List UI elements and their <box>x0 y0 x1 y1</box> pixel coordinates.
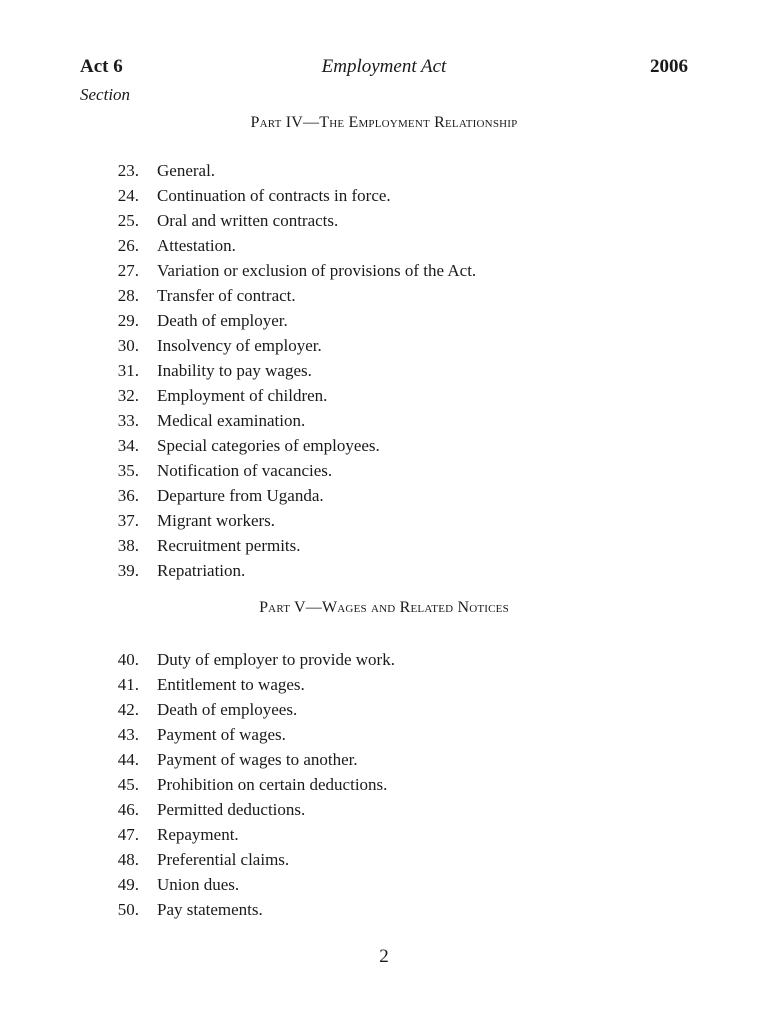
section-number: 24. <box>117 186 139 205</box>
section-entry <box>100 383 476 408</box>
section-title: Inability to pay wages. <box>157 361 312 380</box>
page-number: 2 <box>379 946 389 967</box>
section-entry <box>100 333 476 358</box>
running-header <box>80 56 688 84</box>
section-title: Preferential claims. <box>157 850 290 869</box>
section-title: Death of employer. <box>157 311 288 330</box>
section-title: Recruitment permits. <box>157 536 301 555</box>
section-title: Transfer of contract. <box>157 286 296 305</box>
section-number: 37. <box>117 511 139 530</box>
section-number: 33. <box>117 411 139 430</box>
section-number: 49. <box>117 875 139 894</box>
section-number: 47. <box>117 825 139 844</box>
section-number: 23. <box>117 161 139 180</box>
section-entry <box>100 872 395 897</box>
section-number: 38. <box>117 536 139 555</box>
section-title: Death of employees. <box>157 700 298 719</box>
section-title: Prohibition on certain deductions. <box>157 775 388 794</box>
section-title: Pay statements. <box>157 900 263 919</box>
section-title: Attestation. <box>157 236 236 255</box>
section-number: 36. <box>117 486 139 505</box>
section-entry <box>100 158 476 183</box>
section-entry <box>100 747 395 772</box>
section-entry <box>100 697 395 722</box>
section-number: 28. <box>117 286 139 305</box>
section-entry <box>100 183 476 208</box>
section-entry <box>100 283 476 308</box>
act-year: 2006 <box>650 56 688 77</box>
section-number: 35. <box>117 461 139 480</box>
section-title: Payment of wages to another. <box>157 750 358 769</box>
section-number: 46. <box>117 800 139 819</box>
act-title: Employment Act <box>321 56 447 77</box>
section-entry <box>100 558 476 583</box>
section-entry <box>100 847 395 872</box>
section-entry <box>100 433 476 458</box>
section-entry <box>100 533 476 558</box>
section-entry <box>100 508 476 533</box>
section-entry <box>100 233 476 258</box>
section-entry <box>100 897 395 922</box>
section-entry <box>100 772 395 797</box>
section-number: 34. <box>117 436 139 455</box>
section-title: Insolvency of employer. <box>157 336 322 355</box>
section-entry <box>100 822 395 847</box>
section-entry <box>100 797 395 822</box>
section-title: Notification of vacancies. <box>157 461 333 480</box>
section-number: 32. <box>117 386 139 405</box>
section-title: Employment of children. <box>157 386 328 405</box>
section-entry <box>100 458 476 483</box>
section-number: 30. <box>117 336 139 355</box>
section-title: Continuation of contracts in force. <box>157 186 391 205</box>
section-title: Duty of employer to provide work. <box>157 650 395 669</box>
act-number: Act 6 <box>80 56 123 77</box>
section-entry <box>100 408 476 433</box>
section-number: 26. <box>117 236 139 255</box>
section-number: 29. <box>117 311 139 330</box>
section-title: Repayment. <box>157 825 239 844</box>
part-heading: Part IV—The Employment Relationship <box>250 114 518 131</box>
section-number: 41. <box>117 675 139 694</box>
section-entry <box>100 483 476 508</box>
section-title: Union dues. <box>157 875 240 894</box>
section-title: Departure from Uganda. <box>157 486 324 505</box>
section-entry <box>100 308 476 333</box>
section-title: Variation or exclusion of provisions of the Act. <box>157 261 477 280</box>
section-title: Migrant workers. <box>157 511 276 530</box>
section-title: Repatriation. <box>157 561 246 580</box>
section-number: 27. <box>117 261 139 280</box>
section-number: 44. <box>117 750 139 769</box>
section-entry <box>100 672 395 697</box>
section-title: Special categories of employees. <box>157 436 380 455</box>
section-title: Medical examination. <box>157 411 306 430</box>
section-list <box>100 647 395 922</box>
section-number: 39. <box>117 561 139 580</box>
section-number: 42. <box>117 700 139 719</box>
part-heading: Part V—Wages and Related Notices <box>259 599 509 616</box>
section-entry <box>100 722 395 747</box>
section-number: 31. <box>117 361 139 380</box>
section-title: Permitted deductions. <box>157 800 306 819</box>
section-number: 43. <box>117 725 139 744</box>
section-number: 40. <box>117 650 139 669</box>
section-entry <box>100 647 395 672</box>
section-title: Payment of wages. <box>157 725 286 744</box>
section-number: 45. <box>117 775 139 794</box>
section-title: General. <box>157 161 216 180</box>
section-title: Entitlement to wages. <box>157 675 305 694</box>
section-number: 25. <box>117 211 139 230</box>
section-number: 48. <box>117 850 139 869</box>
section-entry <box>100 258 476 283</box>
section-column-label: Section <box>80 85 131 104</box>
section-entry <box>100 358 476 383</box>
section-entry <box>100 208 476 233</box>
section-list <box>100 158 476 583</box>
section-title: Oral and written contracts. <box>157 211 339 230</box>
section-number: 50. <box>117 900 139 919</box>
